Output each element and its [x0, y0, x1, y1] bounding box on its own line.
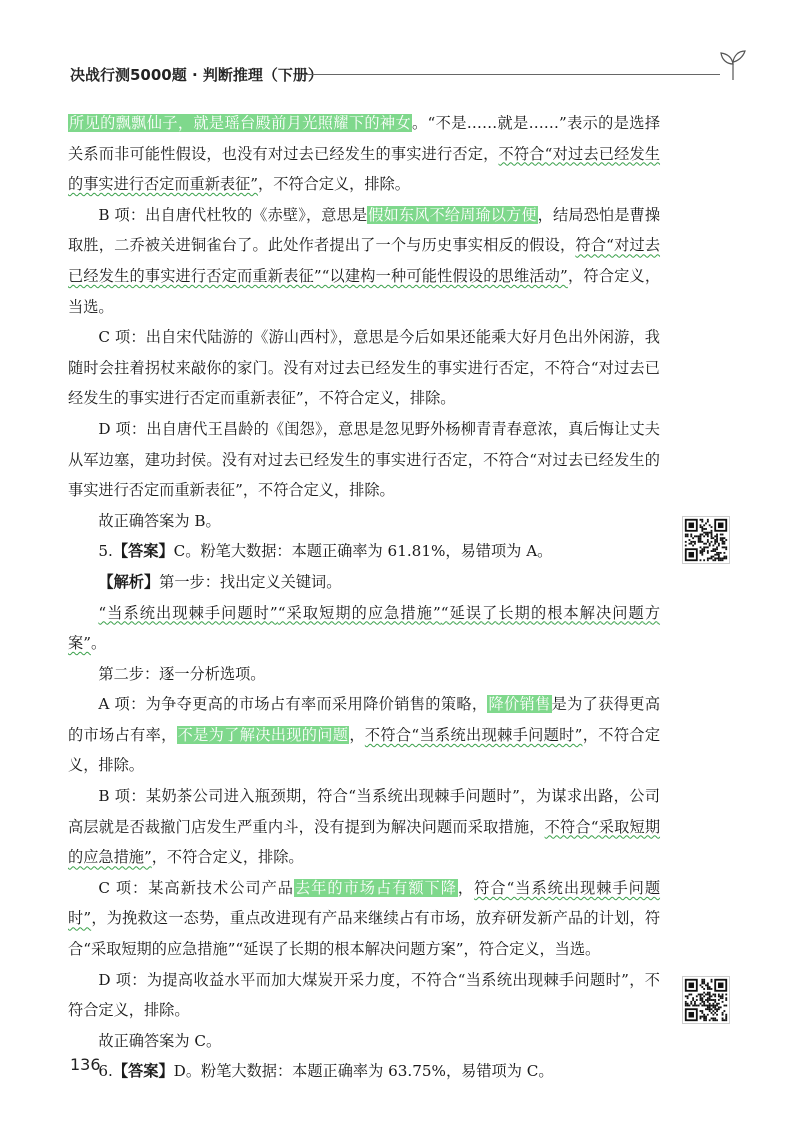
analysis-step-1 — [68, 567, 660, 598]
sprout-icon — [716, 48, 750, 82]
highlight: 假如东风不给周瑜以方便 — [368, 205, 537, 224]
text: ，结局恐怕是曹操取胜，二乔被关进铜雀台了。此处作者提出了一个与历史事实相反的假设， — [68, 205, 661, 255]
answer-tag: 【答案】 — [112, 1062, 174, 1081]
question-number: 5. — [98, 542, 113, 561]
paragraph-option-c — [68, 322, 660, 414]
text: 。“不是……就是……”表示的是选择关系而非可能性假设，也没有对过去已经发生的事实进行否定， — [68, 114, 661, 163]
wavy-underline: 不符合“对过去已经发生的事实进行否定而重新表征” — [68, 144, 661, 194]
text: ，为挽救这一态势，重点改进现有产品来继续占有市场，放弃研发新产品的计划，符合“采取短期的应急措施”“延误了长期的根本解决问题方案”，符合定义，当选。 — [68, 909, 661, 959]
text: A 项：为争夺更高的市场占有率而采用降价销售的策略， — [98, 695, 488, 714]
text: D。粉笔大数据：本题正确率为 63.75%，易错项为 C。 — [173, 1062, 554, 1081]
page-number: 136 — [70, 1055, 101, 1074]
text: ，符合定义，当选。 — [68, 266, 661, 316]
paragraph-q5-option-a — [68, 689, 660, 781]
running-header — [70, 62, 750, 88]
text: ，不符合定义，排除。 — [258, 175, 410, 194]
paragraph-option-b — [68, 200, 660, 322]
paragraph-a-continued — [68, 108, 660, 200]
wavy-underline: 符合“对过去已经发生的事实进行否定而重新表征”“以建构一种可能性假设的思维活动” — [68, 236, 661, 285]
highlight: 降价销售 — [488, 695, 551, 714]
wavy-underline: 符合“当系统出现棘手问题时” — [68, 878, 661, 928]
text: ， — [349, 725, 365, 744]
definition-keywords — [68, 598, 660, 659]
qr-code-graphic — [683, 517, 729, 563]
text: C 项：出自宋代陆游的《游山西村》，意思是今后如果还能乘大好月色出外闲游，我随时会拄着拐杖来敲你的家门。没有对过去已经发生的事实进行否定，不符合“对过去已经发生的事实进行否定而重新表征”，不符合定义，排除。 — [68, 328, 660, 408]
qr-code-icon[interactable] — [682, 976, 730, 1024]
analysis-step-2: 第二步：逐一分析选项。 — [98, 664, 266, 683]
text: D 项：出自唐代王昌龄的《闺怨》，意思是忽见野外杨柳青青春意浓，真后悔让丈夫从军边塞，建功封侯。没有对过去已经发生的事实进行否定，不符合“对过去已经发生的事实进行否定而重新表征”，不符合定义，排除。 — [68, 419, 660, 500]
wavy-underline: 不符合“当系统出现棘手问题时” — [364, 725, 583, 744]
text: 第一步：找出定义关键词。 — [159, 572, 342, 591]
answer-q4: 故正确答案为 B。 — [98, 511, 221, 530]
highlight: 去年的市场占有额下降 — [294, 878, 457, 897]
highlight: 不是为了解决出现的问题 — [177, 725, 349, 744]
question-number: 6. — [98, 1062, 113, 1081]
text: D 项：为提高收益水平而加大煤炭开采力度，不符合“当系统出现棘手问题时”，不符合定义，排除。 — [68, 970, 660, 1020]
paragraph-q5-option-b — [68, 781, 660, 873]
text: 。 — [90, 634, 107, 653]
answer-tag: 【答案】 — [112, 542, 174, 561]
wavy-underline: 不符合“采取短期的应急措施” — [68, 817, 661, 867]
question-6-answer — [68, 1056, 660, 1087]
question-5-answer — [68, 536, 660, 567]
paragraph-q5-option-d — [68, 965, 660, 1026]
highlight: 所见的飘飘仙子，就是瑶台殿前月光照耀下的神女 — [69, 114, 412, 132]
keyword: “延误了长期的根本解决问题方案” — [68, 603, 661, 653]
text: B 项：出自唐代杜牧的《赤壁》，意思是 — [98, 205, 368, 224]
qr-code-icon[interactable] — [682, 516, 730, 564]
text: ， — [457, 878, 475, 897]
text: C 项：某高新技术公司产品 — [98, 878, 294, 897]
text: ，不符合定义，排除。 — [151, 848, 304, 867]
paragraph-q5-option-c — [68, 873, 660, 965]
analysis-tag: 【解析】 — [98, 572, 160, 591]
text: C。粉笔大数据：本题正确率为 61.81%，易错项为 A。 — [173, 542, 553, 561]
header-rule — [302, 74, 720, 75]
text: 是为了获得更高的市场占有率， — [68, 695, 661, 744]
text: ，不符合定义，排除。 — [68, 725, 661, 775]
book-title: 决战行测5000题 · 判断推理（下册） — [70, 66, 323, 84]
paragraph-option-d — [68, 414, 660, 506]
keyword: “当系统出现棘手问题时” — [98, 603, 278, 622]
answer-q5: 故正确答案为 C。 — [98, 1031, 222, 1050]
page-content — [68, 108, 660, 1087]
text: B 项：某奶茶公司进入瓶颈期，符合“当系统出现棘手问题时”，为谋求出路，公司高层就是否裁撤门店发生严重内斗，没有提到为解决问题而采取措施， — [68, 787, 660, 836]
keyword: “采取短期的应急措施” — [277, 603, 441, 622]
qr-code-graphic — [683, 977, 729, 1023]
